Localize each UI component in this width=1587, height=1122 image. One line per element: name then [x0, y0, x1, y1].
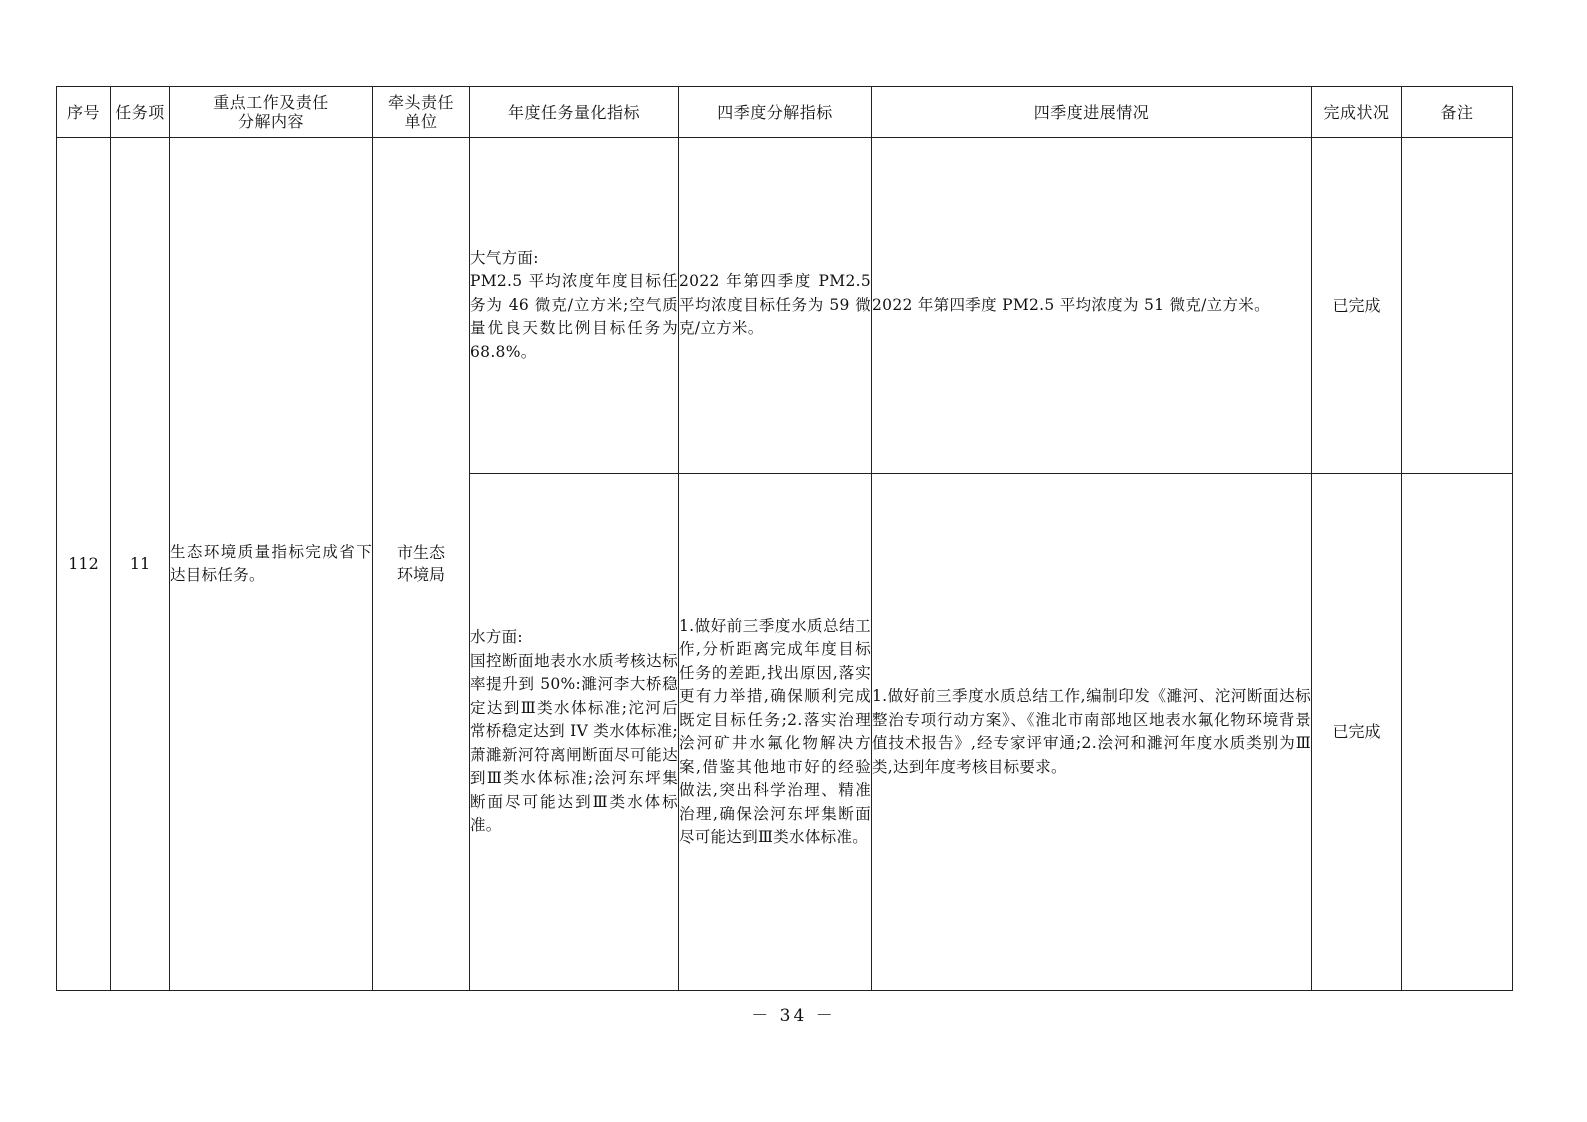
cell-q4-indicator-water: 1.做好前三季度水质总结工作,分析距离完成年度目标任务的差距,找出原因,落实更有力举措,确保顺利完成既定目标任务;2.落实治理浍河矿井水氟化物解决方案,借鉴其他地市好的经验做法,突出科学治理、精准治理,确保浍河东坪集断面尽可能达到Ⅲ类水体标准。: [679, 474, 872, 991]
cell-key-work: 生态环境质量指标完成省下达目标任务。: [170, 138, 373, 991]
cell-q4-indicator-air: 2022 年第四季度 PM2.5 平均浓度目标任务为 59 微克/立方米。: [679, 138, 872, 474]
header-key-work: 重点工作及责任 分解内容: [170, 87, 373, 138]
header-seq: 序号: [57, 87, 111, 138]
cell-remarks-water: [1402, 474, 1513, 991]
cell-seq: 112: [57, 138, 111, 991]
header-lead-unit: 牵头责任 单位: [373, 87, 470, 138]
header-q4-indicator: 四季度分解指标: [679, 87, 872, 138]
header-task-item: 任务项: [111, 87, 170, 138]
page-number: － 34 －: [751, 1006, 836, 1026]
cell-status-air: 已完成: [1312, 138, 1402, 474]
cell-annual-indicator-air: 大气方面: PM2.5 平均浓度年度目标任务为 46 微克/立方米;空气质量优良天数比例目标任务为 68.8%。: [470, 138, 679, 474]
cell-annual-indicator-water: 水方面: 国控断面地表水水质考核达标率提升到 50%:濉河李大桥稳定达到Ⅲ类水体标准;沱河后常桥稳定达到 IV 类水体标准;萧濉新河符离闸断面尽可能达到Ⅲ类水体标准;浍河东坪集断面尽可能达到Ⅲ类水体标准。: [470, 474, 679, 991]
header-annual-indicator: 年度任务量化指标: [470, 87, 679, 138]
cell-task-item: 11: [111, 138, 170, 991]
cell-q4-progress-air: 2022 年第四季度 PM2.5 平均浓度为 51 微克/立方米。: [872, 138, 1312, 474]
header-status: 完成状况: [1312, 87, 1402, 138]
cell-lead-unit: 市生态 环境局: [373, 138, 470, 991]
cell-q4-progress-water: 1.做好前三季度水质总结工作,编制印发《濉河、沱河断面达标整治专项行动方案》、《淮北市南部地区地表水氟化物环境背景值技术报告》,经专家评审通;2.浍河和濉河年度水质类别为Ⅲ类,达到年度考核目标要求。: [872, 474, 1312, 991]
header-row: [57, 87, 1513, 138]
cell-remarks-air: [1402, 138, 1513, 474]
table-row: [57, 138, 1513, 474]
header-remarks: 备注: [1402, 87, 1513, 138]
header-q4-progress: 四季度进展情况: [872, 87, 1312, 138]
task-table: [56, 86, 1513, 991]
cell-status-water: 已完成: [1312, 474, 1402, 991]
